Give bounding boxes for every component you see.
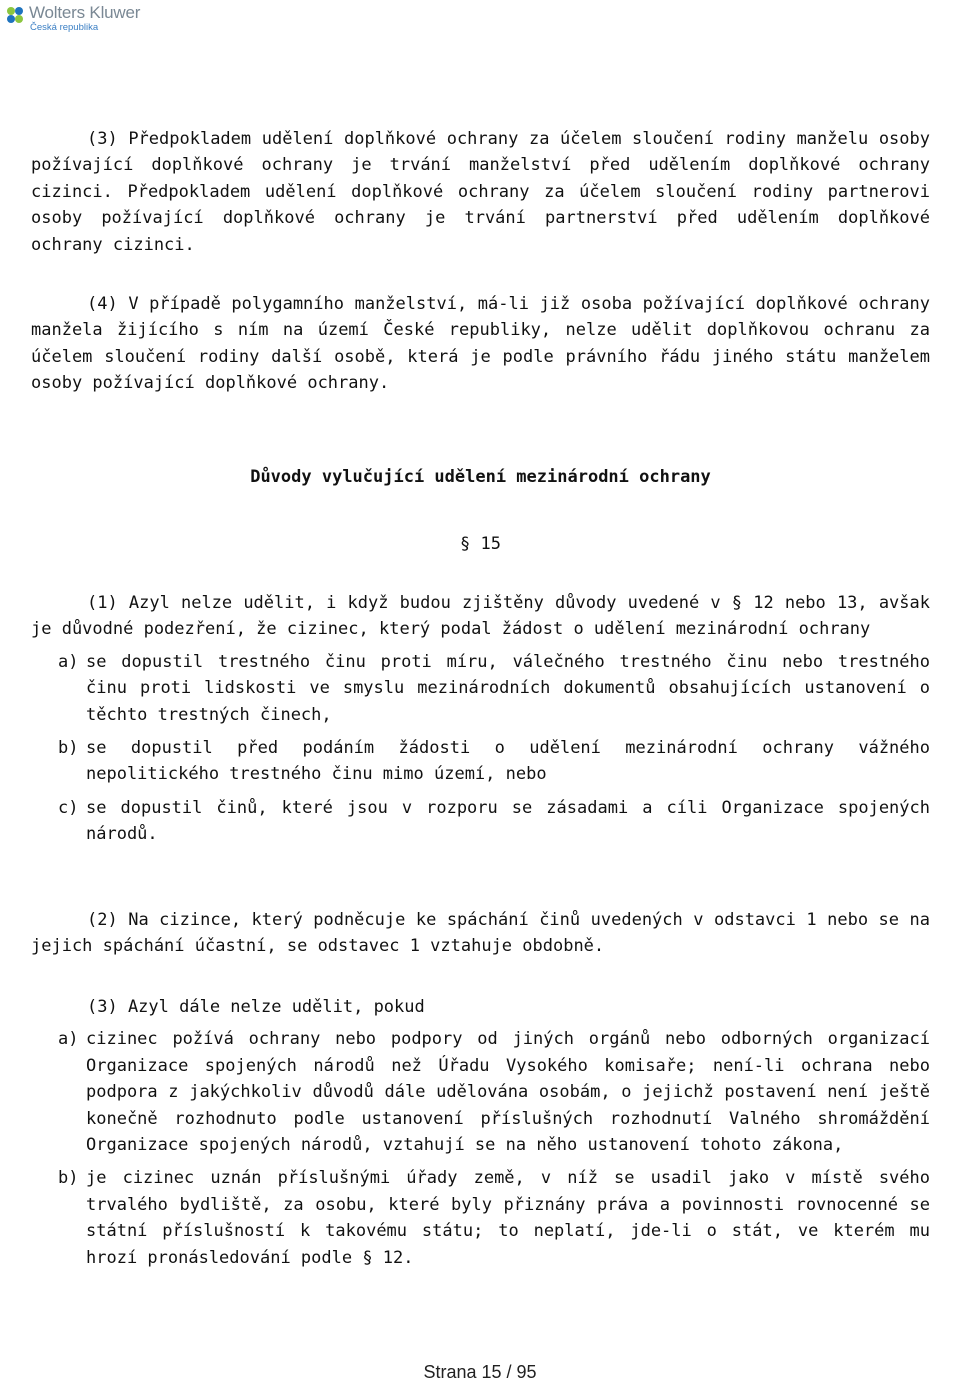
section-heading: Důvody vylučující udělení mezinárodní ochrany [250,467,711,487]
item-label: b) [58,738,79,759]
paragraph-text: (2) Na cizince, který podněcuje ke spáchání činů uvedených v odstavci 1 nebo se na jejich spáchání účastní, se odstavec 1 vztahuje obdobně. [31,910,930,957]
list-item [31,1026,930,1158]
section-heading-block [31,464,930,490]
paragraph-intro: (3) Azyl dále nelze udělit, pokud [87,997,425,1017]
item-text: se dopustil činů, které jsou v rozporu se zásadami a cíli Organizace spojených národů. [86,797,930,845]
list-item [31,1165,930,1271]
logo-sub-text: Česká republika [30,22,99,33]
paragraph-4-top [31,291,930,397]
page-number: Strana 15 / 95 [423,1362,537,1382]
item-text: cizinec požívá ochrany nebo podpory od jiných orgánů nebo odborných organizací Organizace spojených národů než Úřadu Vysokého komisaře; není-li ochrana nebo podpora z jakýchkoliv důvodů dále udělována osobám, o jejichž postavení není ještě konečně rozhodnuto podle ustanovení příslušných rozhodnutí Valného shromáždění Organizace spojených národů, vztahují se na něho ustanovení tohoto zákona, [86,1029,930,1156]
paragraph-intro: (1) Azyl nelze udělit, i když budou zjištěny důvody uvedené v § 12 nebo 13, avšak je důvodné podezření, že cizinec, který podal žádost o udělení mezinárodní ochrany [31,593,930,640]
item-label: c) [58,797,79,818]
item-label: a) [58,1029,79,1050]
list-item [31,735,930,788]
item-label: b) [58,1168,79,1189]
item-text: je cizinec uznán příslušnými úřady země, v níž se usadil jako v místě svého trvalého bydliště, za osobu, které byly přiznány práva a povinnosti rovnocenné se státní příslušností k takovému státu; to neplatí, jde-li o stát, ve kterém mu hrozí pronásledování podle § 12. [86,1168,930,1268]
paragraph-text: (4) V případě polygamního manželství, má-li již osoba požívající doplňkové ochrany manžela žijícího s ním na území České republiky, nelze udělit doplňkovou ochranu za účelem sloučení rodiny další osobě, která je podle právního řádu jiného státu manželem osoby požívající doplňkové ochrany. [31,294,930,394]
paragraph-3-top [31,126,930,258]
item-list [31,649,930,848]
list-item [31,649,930,728]
wolters-kluwer-logo-icon [4,4,26,26]
paragraph-text: (3) Předpokladem udělení doplňkové ochrany za účelem sloučení rodiny manželu osoby požívající doplňkové ochrany je trvání manželství před udělením doplňkové ochrany cizinci. Předpokladem udělení doplňkové ochrany za účelem sloučení rodiny partnerovi osoby požívající doplňkové ochrany je trvání partnerství před udělením doplňkové ochrany cizinci. [31,129,930,255]
section-number-block [31,531,930,557]
s15-paragraph-1 [31,590,930,848]
publisher-logo [4,4,140,33]
logo-brand-text: Wolters Kluwer [29,3,141,22]
item-label: a) [58,651,79,672]
s15-paragraph-3 [31,994,930,1271]
list-item [31,795,930,848]
item-text: se dopustil trestného činu proti míru, válečného trestného činu nebo trestného činu proti lidskosti ve smyslu mezinárodních dokumentů obsahujících ustanovení o těchto trestných činech, [86,651,930,725]
item-text: se dopustil před podáním žádosti o udělení mezinárodní ochrany vážného nepolitického trestného činu mimo území, nebo [86,738,930,785]
s15-paragraph-2 [31,907,930,960]
section-number: § 15 [460,534,501,554]
item-list [31,1026,930,1271]
